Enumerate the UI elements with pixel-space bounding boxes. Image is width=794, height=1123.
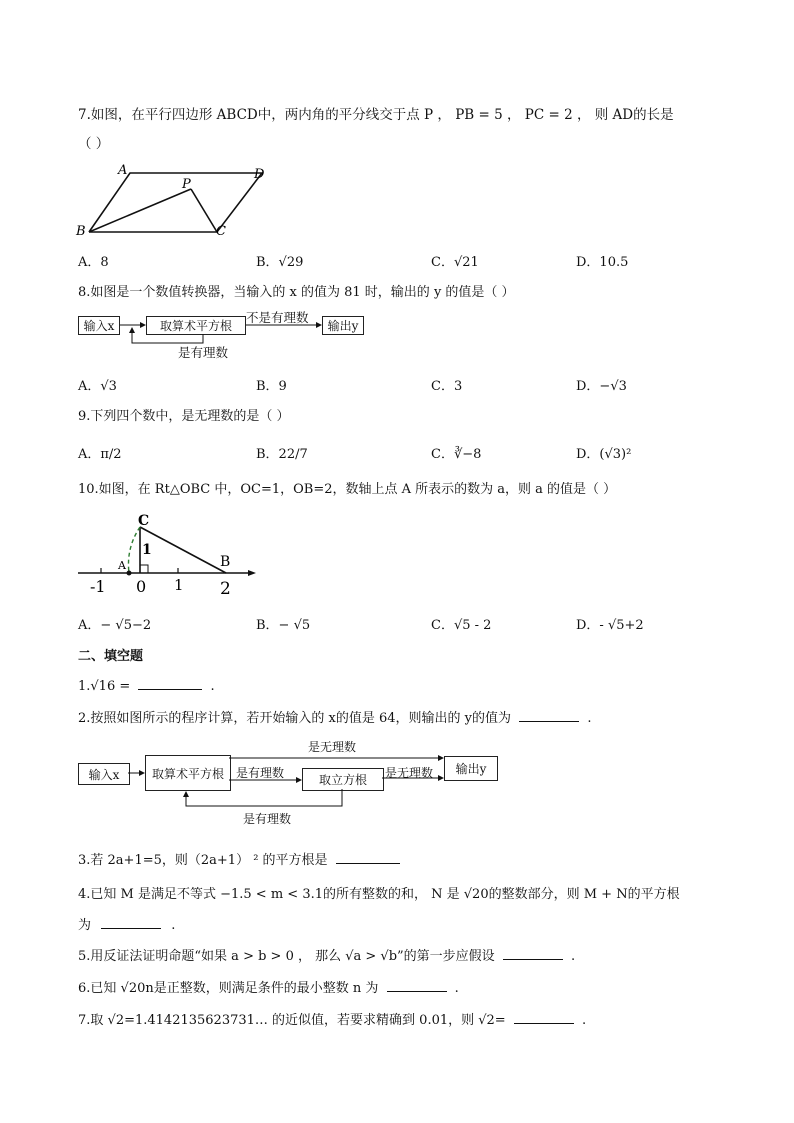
q10-option-d[interactable]: D．- √5+2	[576, 618, 644, 633]
q10-option-c[interactable]: C．√5 - 2	[431, 618, 492, 633]
fill-6-period: .	[454, 981, 459, 996]
q9-option-d[interactable]: D．(√3)²	[576, 447, 632, 462]
f2-cube-box: 取立方根	[302, 768, 384, 791]
fill-2-period: .	[587, 711, 592, 726]
q7-option-d[interactable]: D．10.5	[576, 255, 629, 270]
q7-option-c[interactable]: C．√21	[431, 255, 479, 270]
fill-2	[78, 707, 591, 726]
q7-option-b[interactable]: B．√29	[256, 255, 304, 270]
q7-stem: 7.如图，在平行四边形 ABCD中，两内角的平分线交于点 P ， PB = 5 ， PC = 2 ， 则 AD的长是	[78, 107, 674, 123]
fill-1-period: .	[210, 679, 215, 694]
q7-label-d: D	[254, 167, 265, 182]
fill-6-text: 6.已知 √20n是正整数，则满足条件的最小整数 n 为	[78, 981, 379, 996]
q7-option-a[interactable]: A．8	[78, 255, 109, 270]
fill-2-text: 2.按照如图所示的程序计算，若开始输入的 x的值是 64，则输出的 y的值为	[78, 711, 512, 726]
q9-stem: 9.下列四个数中，是无理数的是（ ）	[78, 409, 290, 424]
fill-6-blank[interactable]	[387, 979, 447, 992]
f2-label-rational-1: 是有理数	[236, 766, 285, 780]
q7-label-c: C	[216, 224, 226, 239]
q10-label-side-1: 1	[142, 542, 152, 558]
fill-3	[78, 849, 404, 868]
section-title-fill-in: 二、填空题	[78, 649, 144, 664]
q10-number-line-figure	[74, 508, 264, 600]
q10-tick-2: 2	[220, 579, 231, 599]
fill-3-blank[interactable]	[336, 851, 400, 864]
fill-7	[78, 1009, 586, 1028]
q8-label-not-rational: 不是有理数	[246, 310, 309, 325]
f2-label-rational-2: 是有理数	[243, 812, 292, 826]
q7-label-b: B	[76, 224, 86, 239]
q10-option-a[interactable]: A．− √5−2	[78, 618, 152, 633]
q10-tick-0: 0	[136, 577, 147, 596]
fill-7-period: .	[581, 1013, 587, 1028]
q8-option-a[interactable]: A．√3	[78, 379, 117, 394]
f2-input-box: 输入x	[78, 763, 130, 785]
fill-5	[78, 945, 575, 964]
fill-5-blank[interactable]	[503, 947, 563, 960]
fill-6	[78, 977, 459, 996]
f2-flow-arrows	[128, 745, 448, 820]
q10-label-b: B	[220, 554, 231, 570]
fill-7-text: 7.取 √2=1.4142135623731… 的近似值，若要求精确到 0.01，则 √2=	[78, 1013, 506, 1028]
q10-stem: 10.如图，在 Rt△OBC 中，OC=1，OB=2，数轴上点 A 所表示的数为 a，则 a 的值是（ ）	[78, 482, 617, 497]
q10-option-b[interactable]: B．− √5	[256, 618, 311, 633]
q10-tick-neg1: -1	[90, 577, 106, 596]
f2-label-not-rational-top: 是无理数	[308, 740, 357, 754]
q9-option-a[interactable]: A．π/2	[78, 447, 122, 462]
q7-label-a: A	[118, 163, 128, 178]
fill-2-blank[interactable]	[519, 709, 579, 722]
q9-option-b[interactable]: B．22/7	[256, 447, 308, 462]
fill-1-blank[interactable]	[138, 677, 202, 690]
fill-5-text: 5.用反证法证明命题“如果 a > b > 0 ， 那么 √a > √b”的第一步应假设	[78, 949, 495, 964]
f2-sqrt-box: 取算术平方根	[145, 755, 231, 791]
q8-stem: 8.如图是一个数值转换器，当输入的 x 的值为 81 时，输出的 y 的值是（ ）	[78, 285, 515, 300]
f2-label-not-rational-mid: 是无理数	[385, 766, 434, 780]
q8-sqrt-box: 取算术平方根	[146, 316, 246, 335]
fill-7-blank[interactable]	[514, 1011, 574, 1024]
q7-parallelogram-figure	[74, 160, 274, 240]
q8-output-box: 输出y	[322, 316, 364, 335]
q7-paren: （ ）	[78, 136, 110, 152]
q10-label-c: C	[138, 513, 150, 529]
fill-5-period: .	[570, 949, 576, 964]
fill-4-blank[interactable]	[101, 916, 161, 929]
q8-option-d[interactable]: D．−√3	[576, 379, 627, 394]
fill-1-text: 1.√16 =	[78, 679, 131, 694]
q10-label-a: A	[118, 559, 126, 572]
f2-output-box: 输出y	[444, 756, 498, 781]
fill-4-line-1: 4.已知 M 是满足不等式 −1.5 < m < 3.1的所有整数的和， N 是 √20的整数部分，则 M + N的平方根	[78, 887, 680, 902]
q8-label-rational: 是有理数	[178, 345, 229, 360]
fill-1	[78, 677, 215, 694]
fill-4-period: .	[171, 918, 176, 933]
q10-tick-1: 1	[174, 576, 184, 594]
q7-label-p: P	[182, 177, 191, 192]
fill-4-text: 为	[78, 918, 92, 933]
q8-option-b[interactable]: B．9	[256, 379, 287, 394]
fill-4-line-2	[78, 914, 175, 933]
q9-option-c[interactable]: C．∛−8	[431, 447, 482, 462]
fill-3-text: 3.若 2a+1=5，则（2a+1） ² 的平方根是	[78, 853, 328, 868]
q8-input-box: 输入x	[78, 316, 120, 335]
q8-option-c[interactable]: C．3	[431, 379, 463, 394]
